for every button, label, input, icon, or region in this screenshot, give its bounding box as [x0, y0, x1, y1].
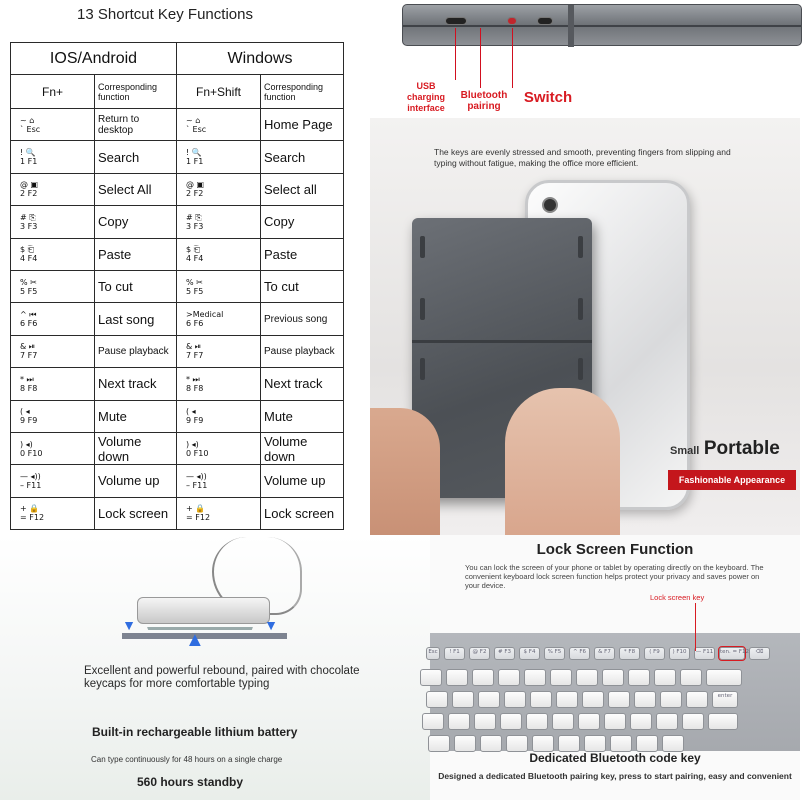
table-row	[11, 400, 344, 432]
table-row	[11, 303, 344, 335]
number-key-row	[420, 669, 746, 687]
bluetooth-key-title: Dedicated Bluetooth code key	[529, 751, 701, 765]
rebound-panel	[0, 535, 430, 800]
up-arrow-icon: ▲	[185, 629, 205, 651]
function-key: $ F4	[519, 647, 540, 660]
table-row	[11, 335, 344, 367]
ios-key-combo: ~ ⌂ ` Esc	[11, 109, 95, 141]
windows-key-combo: $ ⎗ 4 F4	[177, 238, 261, 270]
header-windows: Windows	[177, 43, 344, 75]
table-row	[11, 497, 344, 529]
thumb-image	[505, 388, 620, 538]
ios-function-label: Paste	[95, 238, 177, 270]
bluetooth-label: Bluetooth pairing	[460, 90, 508, 112]
usb-label: USB charging interface	[406, 81, 445, 113]
function-key: @ F2	[469, 647, 490, 660]
windows-key-combo: ~ ⌂ ` Esc	[177, 109, 261, 141]
down-arrow-icon: ▼	[264, 617, 278, 633]
windows-key-combo: + 🔒 = F12	[177, 497, 261, 529]
subheader-fn: Fn+	[11, 75, 95, 109]
ios-function-label: Pause playback	[95, 335, 177, 367]
function-key: # F3	[494, 647, 515, 660]
keyboard-closeup-image	[430, 633, 800, 751]
battery-title: Built-in rechargeable lithium battery	[92, 725, 298, 739]
windows-key-combo: @ ▣ 2 F2	[177, 173, 261, 205]
standby-text: 560 hours standby	[137, 775, 244, 789]
ios-key-combo: ( ◂ 9 F9	[11, 400, 95, 432]
windows-function-label: Volume up	[261, 465, 344, 497]
ios-key-combo: $ ⎗ 4 F4	[11, 238, 95, 270]
ios-key-combo: * ⏭ 8 F8	[11, 368, 95, 400]
subheader-function-left: Corresponding function	[95, 75, 177, 109]
table-row	[11, 368, 344, 400]
ios-key-combo: & ⏯ 7 F7	[11, 335, 95, 367]
windows-function-label: Previous song	[261, 303, 344, 335]
windows-key-combo: ( ◂ 9 F9	[177, 400, 261, 432]
ios-key-combo: # ⎘ 3 F3	[11, 206, 95, 238]
ios-function-label: Volume down	[95, 432, 177, 464]
subheader-function-right: Corresponding function	[261, 75, 344, 109]
switch-label: Switch	[523, 89, 573, 106]
battery-subtitle: Can type continuously for 48 hours on a single charge	[91, 755, 283, 764]
lock-description: You can lock the screen of your phone or tablet by operating directly on the keyboard. The convenient keyboard lock screen function helps protect your privacy and saves power on your device.	[465, 563, 764, 590]
ios-function-label: Copy	[95, 206, 177, 238]
windows-key-combo: * ⏭ 8 F8	[177, 368, 261, 400]
rebound-text: Excellent and powerful rebound, paired with chocolate keycaps for more comfortable typing	[84, 665, 360, 690]
windows-key-combo: ! 🔍 1 F1	[177, 141, 261, 173]
windows-function-label: Copy	[261, 206, 344, 238]
windows-function-label: Lock screen	[261, 497, 344, 529]
function-key: ! F1	[444, 647, 465, 660]
lock-title: Lock Screen Function	[536, 541, 694, 558]
windows-key-combo: ) ◂) 0 F10	[177, 432, 261, 464]
header-ios-android: IOS/Android	[11, 43, 177, 75]
ios-function-label: Search	[95, 141, 177, 173]
letter-key-row-1: enter	[426, 691, 742, 709]
function-key: % F5	[544, 647, 565, 660]
ios-function-label: Select All	[95, 173, 177, 205]
small-label: Small	[670, 445, 700, 457]
fashion-badge: Fashionable Appearance	[668, 470, 796, 490]
usb-port	[445, 17, 467, 25]
function-key: ( F9	[644, 647, 665, 660]
table-row	[11, 206, 344, 238]
hand-image	[370, 408, 440, 538]
ios-function-label: To cut	[95, 270, 177, 302]
letter-key-row-2	[422, 713, 742, 731]
ios-key-combo: — ◂)) – F11	[11, 465, 95, 497]
ios-function-label: Last song	[95, 303, 177, 335]
lock-screen-key: ten. = F12	[719, 647, 745, 660]
table-row	[11, 238, 344, 270]
ports-panel	[370, 0, 800, 118]
lock-screen-panel	[430, 535, 800, 800]
windows-function-label: Search	[261, 141, 344, 173]
windows-key-combo: # ⎘ 3 F3	[177, 206, 261, 238]
windows-function-label: Home Page	[261, 109, 344, 141]
windows-key-combo: & ⏯ 7 F7	[177, 335, 261, 367]
function-key: & F7	[594, 647, 615, 660]
windows-function-label: Next track	[261, 368, 344, 400]
small-portable-heading	[670, 438, 780, 460]
keycap-illustration	[137, 597, 270, 624]
portable-label: Portable	[703, 438, 780, 459]
windows-key-combo: — ◂)) – F11	[177, 465, 261, 497]
ios-key-combo: ! 🔍 1 F1	[11, 141, 95, 173]
ios-key-combo: ) ◂) 0 F10	[11, 432, 95, 464]
photo-description: The keys are evenly stressed and smooth, preventing fingers from slipping and typing without fatigue, making the office more efficient.	[434, 147, 731, 168]
function-key: ⌫	[749, 647, 770, 660]
function-key: * F8	[619, 647, 640, 660]
windows-key-combo: % ✂ 5 F5	[177, 270, 261, 302]
ios-key-combo: + 🔒 = F12	[11, 497, 95, 529]
portable-photo-panel	[370, 118, 800, 535]
function-key: — F11	[694, 647, 715, 660]
windows-function-label: Paste	[261, 238, 344, 270]
lock-key-label: Lock screen key	[650, 593, 705, 602]
bluetooth-button	[507, 17, 517, 25]
ios-function-label: Lock screen	[95, 497, 177, 529]
windows-function-label: To cut	[261, 270, 344, 302]
ios-key-combo: % ✂ 5 F5	[11, 270, 95, 302]
subheader-fn-shift: Fn+Shift	[177, 75, 261, 109]
ios-function-label: Return to desktop	[95, 109, 177, 141]
function-key: ^ F6	[569, 647, 590, 660]
windows-key-combo: >Medical 6 F6	[177, 303, 261, 335]
table-body	[11, 109, 344, 530]
ios-function-label: Mute	[95, 400, 177, 432]
shortcut-table-panel	[0, 0, 370, 535]
table-row	[11, 465, 344, 497]
bluetooth-key-description: Designed a dedicated Bluetooth pairing key, press to start pairing, easy and convenient	[438, 771, 792, 781]
function-key: Esc	[426, 647, 440, 660]
table-row	[11, 109, 344, 141]
windows-function-label: Volume down	[261, 432, 344, 464]
table-row	[11, 270, 344, 302]
table-row	[11, 173, 344, 205]
windows-function-label: Select all	[261, 173, 344, 205]
keyboard-edge-image	[402, 4, 802, 46]
shortcut-table	[10, 42, 344, 530]
power-switch	[537, 17, 553, 25]
function-key: ) F10	[669, 647, 690, 660]
table-row	[11, 141, 344, 173]
table-row	[11, 432, 344, 464]
ios-key-combo: ^ ⏮ 6 F6	[11, 303, 95, 335]
ios-key-combo: @ ▣ 2 F2	[11, 173, 95, 205]
down-arrow-icon: ▼	[122, 617, 136, 633]
lock-key-pointer	[695, 603, 696, 651]
table-title: 13 Shortcut Key Functions	[77, 6, 253, 23]
function-key-row	[426, 647, 774, 665]
windows-function-label: Mute	[261, 400, 344, 432]
ios-function-label: Next track	[95, 368, 177, 400]
ios-function-label: Volume up	[95, 465, 177, 497]
windows-function-label: Pause playback	[261, 335, 344, 367]
